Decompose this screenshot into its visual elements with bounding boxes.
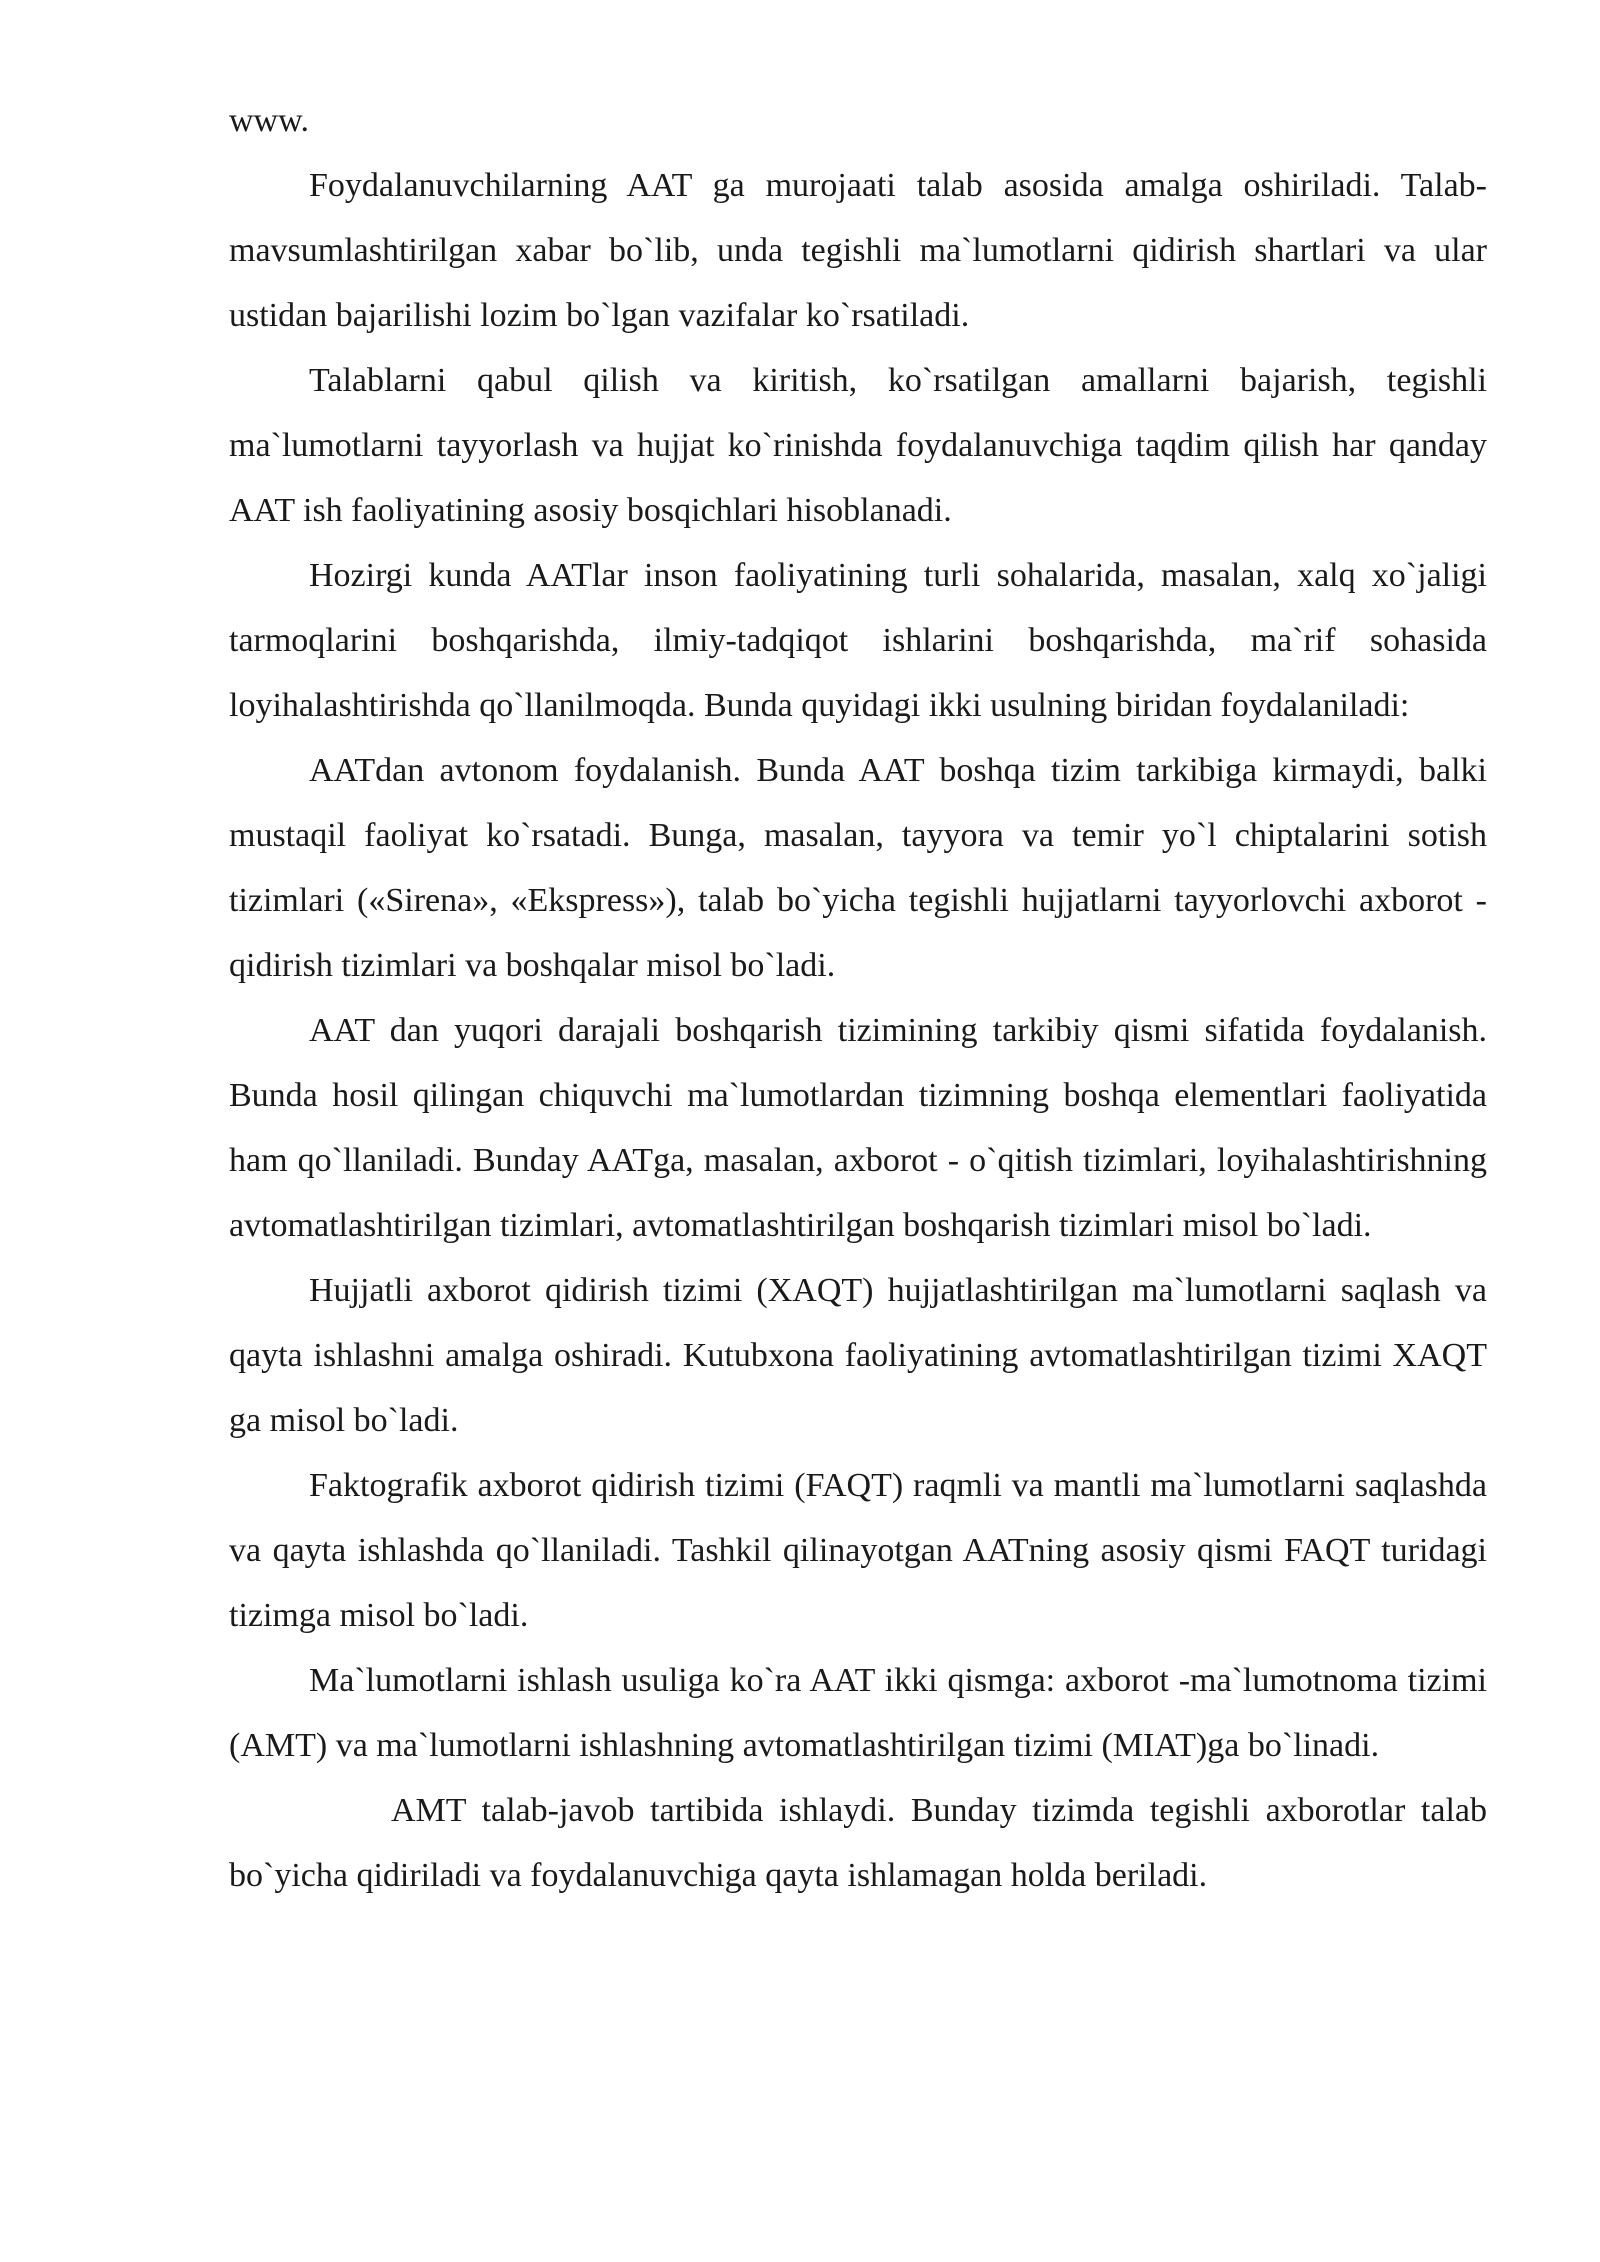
paragraph-faqt: Faktografik axborot qidirish tizimi (FAQT) raqmli va mantli ma`lumotlarni saqlashda va qayta ishlashda qo`llaniladi. Tashkil qilinayotgan AATning asosiy qismi FAQT turidagi tizimga misol bo`ladi. [229,1467,1487,1634]
paragraph-amt: AMT talab-javob tartibida ishlaydi. Bunday tizimda tegishli axborotlar talab bo`yicha qidiriladi va foydalanuvchiga qayta ishlamagan holda beriladi. [229,1792,1487,1894]
paragraph-hozirgi-kunda: Hozirgi kunda AATlar inson faoliyatining turli sohalarida, masalan, xalq xo`jaligi tarmoqlarini boshqarishda, ilmiy-tadqiqot ishlarini boshqarishda, ma`rif sohasida loyihalashtirishda qo`llanilmoqda. Bunda quyidagi ikki usulning biridan foydalaniladi: [229,557,1487,724]
paragraph-xaqt: Hujjatli axborot qidirish tizimi (XAQT) hujjatlashtirilgan ma`lumotlarni saqlash va qayta ishlashni amalga oshiradi. Kutubxona faoliyatining avtomatlashtirilgan tizimi XAQT ga misol bo`ladi. [229,1272,1487,1439]
paragraph-aat-murojaati: Foydalanuvchilarning AAT ga murojaati talab asosida amalga oshiriladi. Talab-mavsumlashtirilgan xabar bo`lib, unda tegishli ma`lumotlarni qidirish shartlari va ular ustidan bajarilishi lozim bo`lgan vazifalar ko`rsatiladi. [229,167,1487,334]
document-page [229,88,1487,1908]
paragraph-avtonom-foydalanish: AATdan avtonom foydalanish. Bunda AAT boshqa tizim tarkibiga kirmaydi, balki mustaqil faoliyat ko`rsatadi. Bunga, masalan, tayyora va temir yo`l chiptalarini sotish tizimlari («Sirena», «Ekspress»), talab bo`yicha tegishli hujjatlarni tayyorlovchi axborot - qidirish tizimlari va boshqalar misol bo`ladi. [229,752,1487,984]
paragraph-talablarni-qabul: Talablarni qabul qilish va kiritish, ko`rsatilgan amallarni bajarish, tegishli ma`lumotlarni tayyorlash va hujjat ko`rinishda foydalanuvchiga taqdim qilish har qanday AAT ish faoliyatining asosiy bosqichlari hisoblanadi. [229,362,1487,529]
paragraph-ishlash-usuli: Ma`lumotlarni ishlash usuliga ko`ra AAT ikki qismga: axborot -ma`lumotnoma tizimi (AMT) va ma`lumotlarni ishlashning avtomatlashtirilgan tizimi (MIAT)ga bo`linadi. [229,1662,1487,1764]
text-line-www: www. [229,102,309,139]
paragraph-yuqori-darajali: AAT dan yuqori darajali boshqarish tizimining tarkibiy qismi sifatida foydalanish. Bunda hosil qilingan chiquvchi ma`lumotlardan tizimning boshqa elementlari faoliyatida ham qo`llaniladi. Bunday AATga, masalan, axborot - o`qitish tizimlari, loyihalashtirishning avtomatlashtirilgan tizimlari, avtomatlashtirilgan boshqarish tizimlari misol bo`ladi. [229,1012,1487,1244]
